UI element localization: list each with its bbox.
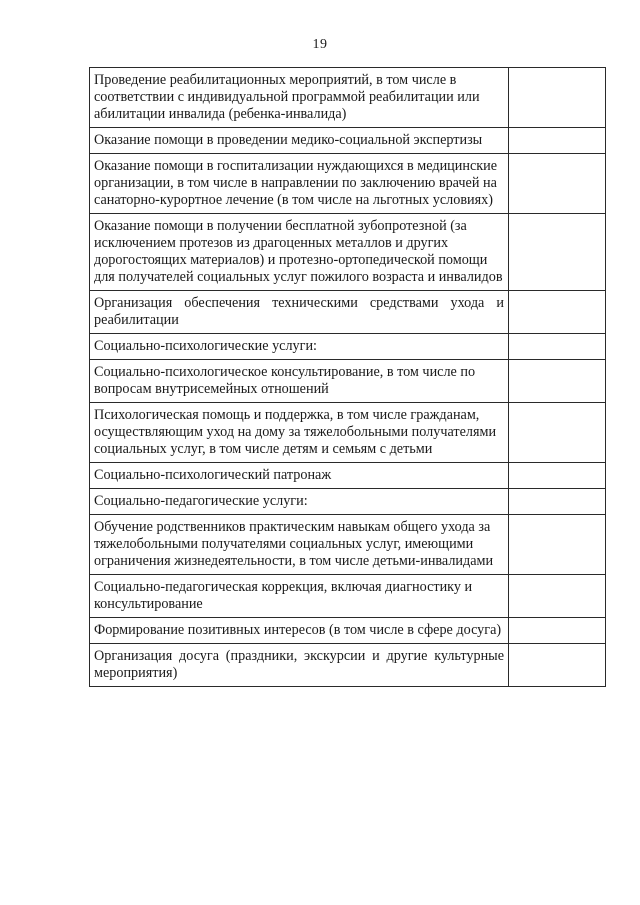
- service-name-cell: Организация обеспечения техническими средствами ухода и реабилитации: [90, 291, 509, 334]
- service-value-cell[interactable]: [509, 128, 606, 154]
- service-name-cell: Оказание помощи в госпитализации нуждающихся в медицинские организации, в том числе в направлении по заключению врачей на санаторно-курортное лечение (в том числе на льготных условиях): [90, 154, 509, 214]
- table-row: [90, 291, 606, 334]
- service-name-cell: Формирование позитивных интересов (в том числе в сфере досуга): [90, 618, 509, 644]
- service-value-cell[interactable]: [509, 68, 606, 128]
- service-name-cell: Проведение реабилитационных мероприятий, в том числе в соответствии с индивидуальной программой реабилитации или абилитации инвалида (ребенка-инвалида): [90, 68, 509, 128]
- table-row: [90, 128, 606, 154]
- service-name-cell: Оказание помощи в получении бесплатной зубопротезной (за исключением протезов из драгоценных металлов и других дорогостоящих материалов) и протезно-ортопедической помощи для получателей социальных услуг пожилого возраста и инвалидов: [90, 214, 509, 291]
- section-heading-cell: Социально-психологические услуги:: [90, 334, 509, 360]
- table-row: [90, 154, 606, 214]
- service-name-cell: Социально-психологический патронаж: [90, 463, 509, 489]
- service-name-cell: Социально-психологическое консультирование, в том числе по вопросам внутрисемейных отношений: [90, 360, 509, 403]
- table-row: [90, 463, 606, 489]
- service-value-cell[interactable]: [509, 360, 606, 403]
- service-value-cell[interactable]: [509, 575, 606, 618]
- service-value-cell[interactable]: [509, 644, 606, 687]
- service-value-cell[interactable]: [509, 334, 606, 360]
- table-row: [90, 515, 606, 575]
- table-row: [90, 644, 606, 687]
- table-row: [90, 68, 606, 128]
- service-value-cell[interactable]: [509, 618, 606, 644]
- service-name-cell: Обучение родственников практическим навыкам общего ухода за тяжелобольными получателями социальных услуг, имеющими ограничения жизнедеятельности, в том числе детьми-инвалидами: [90, 515, 509, 575]
- table-row: [90, 403, 606, 463]
- section-heading-cell: Социально-педагогические услуги:: [90, 489, 509, 515]
- service-value-cell[interactable]: [509, 489, 606, 515]
- service-name-cell: Оказание помощи в проведении медико-социальной экспертизы: [90, 128, 509, 154]
- service-name-cell: Психологическая помощь и поддержка, в том числе гражданам, осуществляющим уход на дому за тяжелобольными получателями социальных услуг, в том числе детям и семьям с детьми: [90, 403, 509, 463]
- service-value-cell[interactable]: [509, 291, 606, 334]
- service-value-cell[interactable]: [509, 515, 606, 575]
- table-row: [90, 575, 606, 618]
- service-value-cell[interactable]: [509, 403, 606, 463]
- services-table: [89, 67, 606, 687]
- service-value-cell[interactable]: [509, 154, 606, 214]
- table-row: [90, 214, 606, 291]
- service-value-cell[interactable]: [509, 214, 606, 291]
- service-name-cell: Организация досуга (праздники, экскурсии и другие культурные мероприятия): [90, 644, 509, 687]
- table-row: [90, 489, 606, 515]
- table-row: [90, 360, 606, 403]
- table-row: [90, 334, 606, 360]
- page-number: 19: [312, 37, 328, 52]
- service-value-cell[interactable]: [509, 463, 606, 489]
- table-row: [90, 618, 606, 644]
- service-name-cell: Социально-педагогическая коррекция, включая диагностику и консультирование: [90, 575, 509, 618]
